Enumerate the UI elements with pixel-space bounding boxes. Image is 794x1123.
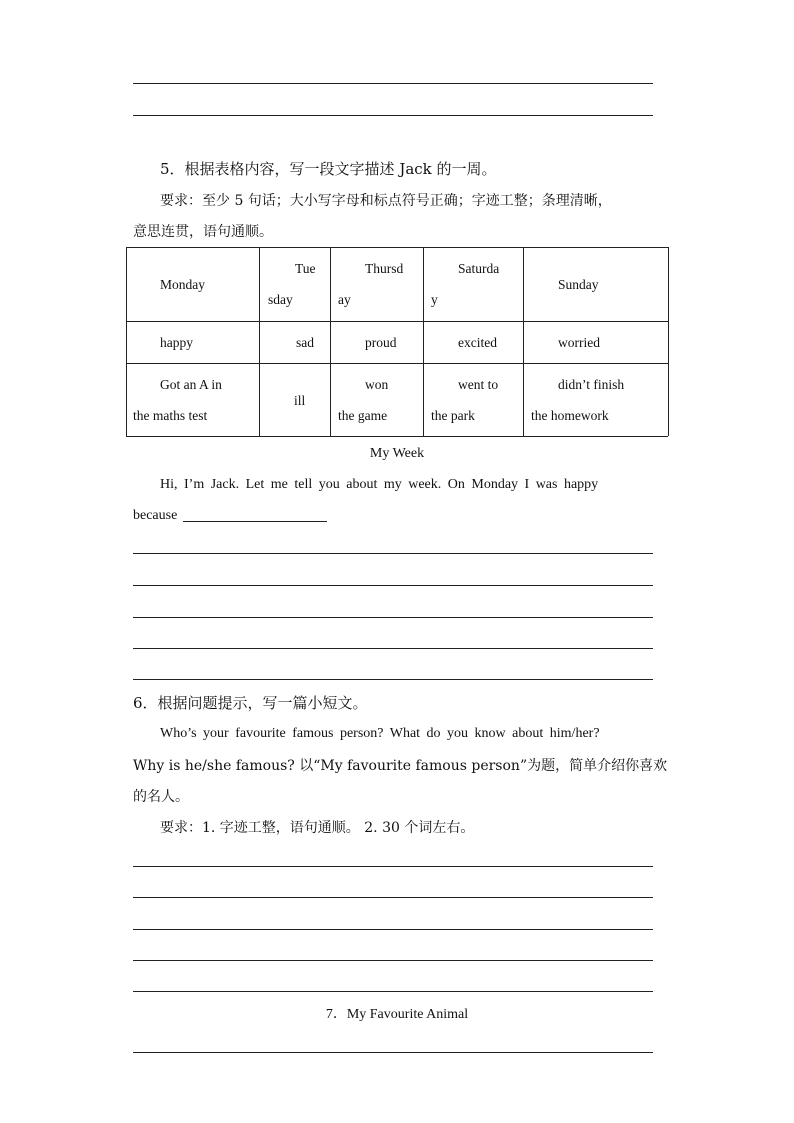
answer-line[interactable]: [133, 648, 653, 649]
answer-line[interactable]: [133, 553, 653, 554]
q6-prompt-line3: 的名人。: [133, 789, 189, 805]
table-cell-event-cont: the game: [338, 408, 388, 423]
q7-heading: 7．My Favourite Animal: [325, 1007, 469, 1022]
table-cell-day-thursday-cont: ay: [338, 292, 351, 307]
essay-start-line2: [133, 506, 327, 526]
table-cell-feeling: sad: [296, 335, 314, 350]
answer-line[interactable]: [133, 929, 653, 930]
table-cell-event: ill: [294, 393, 306, 408]
q5-requirements-line1: 要求：至少 5 句话；大小写字母和标点符号正确；字迹工整；条理清晰，: [160, 193, 612, 209]
answer-line[interactable]: [133, 960, 653, 961]
answer-line: [133, 115, 653, 116]
table-cell-day-monday: Monday: [160, 277, 205, 292]
table-cell-day-saturday-cont: y: [431, 292, 438, 307]
answer-line: [133, 83, 653, 84]
table-cell-event: went to: [458, 377, 499, 392]
table-cell-feeling: excited: [458, 335, 497, 350]
essay-title: My Week: [369, 446, 425, 461]
table-cell-day-tuesday-cont: sday: [268, 292, 293, 307]
q5-heading: 5．根据表格内容，写一段文字描述 Jack 的一周。: [160, 160, 497, 178]
table-cell-feeling: happy: [160, 335, 193, 350]
fill-in-blank[interactable]: [183, 507, 327, 522]
q6-prompt-line1: Who’s your favourite famous person? What do you know about him/her?: [160, 726, 600, 741]
essay-start-word: because: [133, 508, 178, 523]
answer-line[interactable]: [133, 866, 653, 867]
table-cell-event-cont: the homework: [531, 408, 609, 423]
answer-line[interactable]: [133, 1052, 653, 1053]
table-cell-feeling: proud: [365, 335, 397, 350]
answer-line[interactable]: [133, 991, 653, 992]
table-cell-day-tuesday: Tue: [295, 261, 316, 276]
answer-line[interactable]: [133, 897, 653, 898]
table-cell-event-cont: the maths test: [133, 408, 208, 423]
table-cell-event-cont: the park: [431, 408, 475, 423]
answer-line[interactable]: [133, 585, 653, 586]
q6-requirements: 要求：1. 字迹工整，语句通顺。 2. 30 个词左右。: [160, 820, 475, 836]
q6-heading: 6．根据问题提示，写一篇小短文。: [133, 694, 368, 712]
q5-requirements-line2: 意思连贯，语句通顺。: [133, 224, 273, 240]
table-cell-feeling: worried: [558, 335, 600, 350]
essay-start-line1: Hi, I’m Jack. Let me tell you about my week. On Monday I was happy: [160, 477, 599, 492]
answer-line[interactable]: [133, 617, 653, 618]
table-cell-event: didn’t finish: [558, 377, 625, 392]
table-cell-event: won: [365, 377, 389, 392]
q6-prompt-line2: Why is he/she famous? 以“My favourite famous person”为题，简单介绍你喜欢: [133, 758, 668, 774]
table-cell-day-saturday: Saturda: [458, 261, 500, 276]
answer-line[interactable]: [133, 679, 653, 680]
table-cell-day-thursday: Thursd: [365, 261, 404, 276]
table-cell-day-sunday: Sunday: [558, 277, 599, 292]
table-cell-event: Got an A in: [160, 377, 222, 392]
